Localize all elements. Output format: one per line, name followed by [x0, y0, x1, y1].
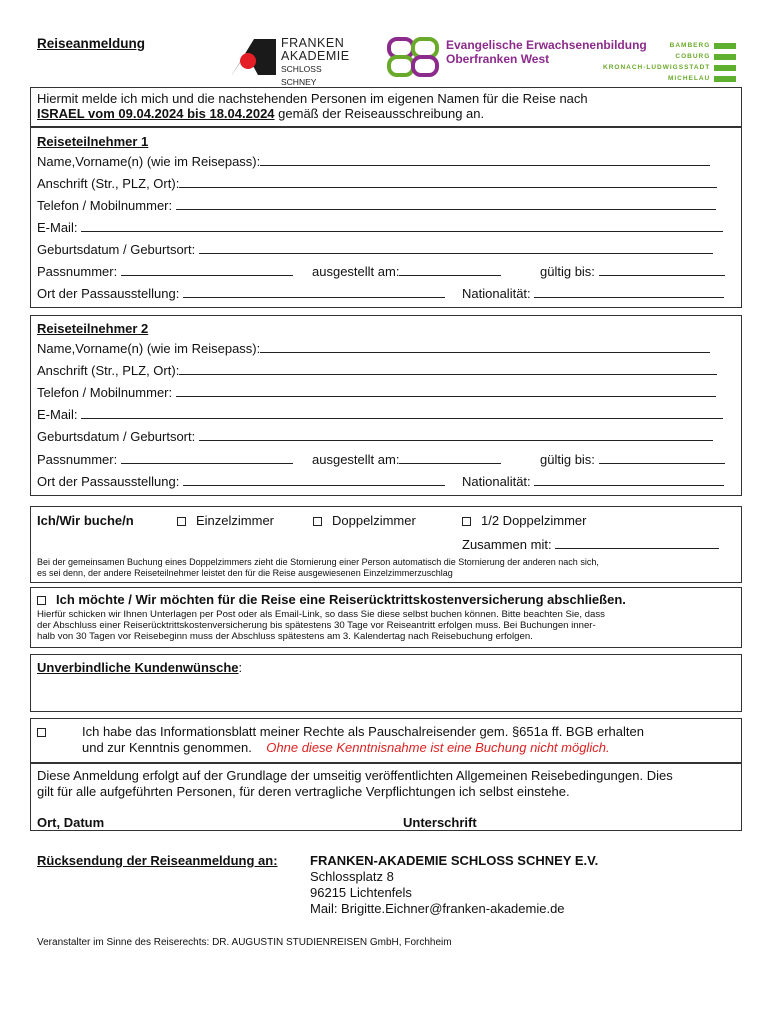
region-label: COBURG: [675, 53, 711, 60]
p1-nationality-label: Nationalität:: [462, 286, 531, 301]
trip-dates: ISRAEL vom 09.04.2024 bis 18.04.2024: [37, 106, 275, 121]
p2-name-label: Name,Vorname(n) (wie im Reisepass):: [37, 341, 261, 356]
half-double-option[interactable]: [462, 513, 587, 528]
p2-birth-label: Geburtsdatum / Geburtsort:: [37, 429, 196, 444]
p2-nationality-field[interactable]: [462, 474, 724, 489]
organizer-footer: Veranstalter im Sinne des Reiserechts: DR. AUGUSTIN STUDIENREISEN GmbH, Forchheim: [37, 937, 452, 948]
p1-email-label: E-Mail:: [37, 220, 78, 235]
return-street: Schlossplatz 8: [310, 869, 394, 884]
return-org: FRANKEN-AKADEMIE SCHLOSS SCHNEY E.V.: [310, 853, 599, 868]
eeb-line1: Evangelische Erwachsenenbildung: [446, 38, 647, 52]
logo-text-franken: FRANKEN: [281, 36, 345, 50]
p1-passport-label: Passnummer:: [37, 264, 118, 279]
terms-line-2: gilt für alle aufgeführten Personen, für deren vertragliche Verpflichtungen ich selbst einstehe.: [37, 784, 570, 799]
p1-email-field[interactable]: [37, 220, 723, 235]
single-room-checkbox[interactable]: [177, 517, 186, 526]
p2-issue-place-field[interactable]: [37, 474, 445, 489]
p2-address-field[interactable]: [37, 363, 717, 378]
region-label: BAMBERG: [669, 42, 711, 49]
p2-email-label: E-Mail:: [37, 407, 78, 422]
logo-text-akademie: AKADEMIE: [281, 49, 350, 63]
together-with-field[interactable]: [462, 537, 719, 552]
eeb-line2: Oberfranken West: [446, 52, 550, 66]
double-room-option[interactable]: [313, 513, 416, 528]
region-item: [603, 51, 736, 62]
p1-valid-field[interactable]: [540, 264, 725, 279]
intro-line1: Hiermit melde ich mich und die nachstehenden Personen im eigenen Namen für die Reise nach: [37, 91, 588, 106]
signature-label: Unterschrift: [403, 815, 477, 830]
p1-birth-field[interactable]: [37, 242, 713, 257]
p2-valid-field[interactable]: [540, 452, 725, 467]
region-list: [603, 40, 736, 84]
half-double-label: 1/2 Doppelzimmer: [481, 513, 587, 528]
participant-2-heading: Reiseteilnehmer 2: [37, 321, 149, 336]
p1-nationality-field[interactable]: [462, 286, 724, 301]
franken-akademie-logo-mark: [232, 39, 276, 75]
booking-note-1: Bei der gemeinsamen Buchung eines Doppelzimmers zieht die Stornierung einer Person automatisch die Stornierung der anderen nach sich,: [37, 557, 599, 567]
double-room-checkbox[interactable]: [313, 517, 322, 526]
page-title: Reiseanmeldung: [37, 36, 146, 51]
insurance-option[interactable]: [37, 592, 626, 607]
p2-email-field[interactable]: [37, 407, 723, 422]
terms-line-1: Diese Anmeldung erfolgt auf der Grundlage der umseitig veröffentlichten Allgemeinen Reisebedingungen. Dies: [37, 768, 673, 783]
p1-phone-label: Telefon / Mobilnummer:: [37, 198, 173, 213]
p2-name-field[interactable]: [37, 341, 710, 356]
wishes-heading-text: Unverbindliche Kundenwünsche: [37, 660, 239, 675]
p2-phone-field[interactable]: [37, 385, 716, 400]
p1-name-field[interactable]: [37, 154, 710, 169]
insurance-text-1: Hierfür schicken wir Ihnen Unterlagen per Post oder als Email-Link, so dass Sie diese selbst buchen können. Bitte beachten Sie, dass: [37, 609, 605, 620]
p2-passport-label: Passnummer:: [37, 452, 118, 467]
single-room-label: Einzelzimmer: [196, 513, 275, 528]
info-checkbox[interactable]: [37, 728, 46, 737]
together-label: Zusammen mit:: [462, 537, 552, 552]
p1-issued-label: ausgestellt am:: [312, 264, 400, 279]
p1-address-label: Anschrift (Str., PLZ, Ort):: [37, 176, 180, 191]
region-label: KRONACH-LUDWIGSSTADT: [603, 64, 711, 71]
place-date-label: Ort, Datum: [37, 815, 105, 830]
participant-1-heading: Reiseteilnehmer 1: [37, 134, 149, 149]
wishes-heading: [37, 660, 242, 675]
wishes-colon: :: [238, 660, 243, 675]
intro-line2-rest: gemäß der Reiseausschreibung an.: [278, 106, 485, 121]
p1-phone-field[interactable]: [37, 198, 716, 213]
region-item: [603, 62, 736, 73]
info-line-1: Ich habe das Informationsblatt meiner Rechte als Pauschalreisender gem. §651a ff. BGB erhalten: [82, 724, 644, 739]
region-item: [603, 73, 736, 84]
p1-name-label: Name,Vorname(n) (wie im Reisepass):: [37, 154, 261, 169]
region-label: MICHELAU: [667, 75, 711, 82]
booking-label: Ich/Wir buche/n: [37, 513, 134, 528]
return-city: 96215 Lichtenfels: [310, 885, 412, 900]
info-checkbox-wrap[interactable]: [37, 724, 56, 739]
p2-issued-label: ausgestellt am:: [312, 452, 400, 467]
info-line-2: [82, 740, 610, 755]
p2-address-label: Anschrift (Str., PLZ, Ort):: [37, 363, 180, 378]
p1-valid-label: gültig bis:: [540, 264, 595, 279]
info-warning: Ohne diese Kenntnisnahme ist eine Buchung nicht möglich.: [266, 740, 610, 755]
p1-issue-place-label: Ort der Passausstellung:: [37, 286, 180, 301]
return-label: Rücksendung der Reiseanmeldung an:: [37, 853, 278, 868]
p2-birth-field[interactable]: [37, 429, 713, 444]
booking-note-2: es sei denn, der andere Reiseteilnehmer leistet den für die Reise ausgewiesenen Einzelzimmerzuschlag: [37, 568, 453, 578]
return-mail[interactable]: Mail: Brigitte.Eichner@franken-akademie.de: [310, 901, 565, 916]
p2-issued-field[interactable]: [312, 452, 501, 467]
double-room-label: Doppelzimmer: [332, 513, 416, 528]
region-item: [603, 40, 736, 51]
p1-passport-field[interactable]: [37, 264, 293, 279]
p1-issue-place-field[interactable]: [37, 286, 445, 301]
p1-birth-label: Geburtsdatum / Geburtsort:: [37, 242, 196, 257]
intro-line2: [37, 106, 484, 121]
single-room-option[interactable]: [177, 513, 274, 528]
p1-address-field[interactable]: [37, 176, 717, 191]
eeb-logo: [386, 36, 442, 80]
logo-text-schloss: SCHLOSS SCHNEY: [281, 64, 322, 87]
p2-passport-field[interactable]: [37, 452, 293, 467]
p2-valid-label: gültig bis:: [540, 452, 595, 467]
eeb-logo-mark: [386, 36, 442, 80]
p2-phone-label: Telefon / Mobilnummer:: [37, 385, 173, 400]
p2-nationality-label: Nationalität:: [462, 474, 531, 489]
half-double-checkbox[interactable]: [462, 517, 471, 526]
insurance-text-2: der Abschluss einer Reiserücktrittskostenversicherung bis spätestens 30 Tage vor Reiseantritt erfolgen muss. Bei Buchungen inner-: [37, 620, 596, 631]
insurance-text-3: halb von 30 Tagen vor Reisebeginn muss der Abschluss spätestens am 3. Kalendertag nach Reisebuchung erfolgen.: [37, 631, 533, 642]
p2-issue-place-label: Ort der Passausstellung:: [37, 474, 180, 489]
insurance-heading: Ich möchte / Wir möchten für die Reise eine Reiserücktrittskostenversicherung abschließen.: [56, 592, 626, 607]
franken-akademie-logo: [232, 36, 350, 87]
insurance-checkbox[interactable]: [37, 596, 46, 605]
info-line-2-text: und zur Kenntnis genommen.: [82, 740, 252, 755]
p1-issued-field[interactable]: [312, 264, 501, 279]
